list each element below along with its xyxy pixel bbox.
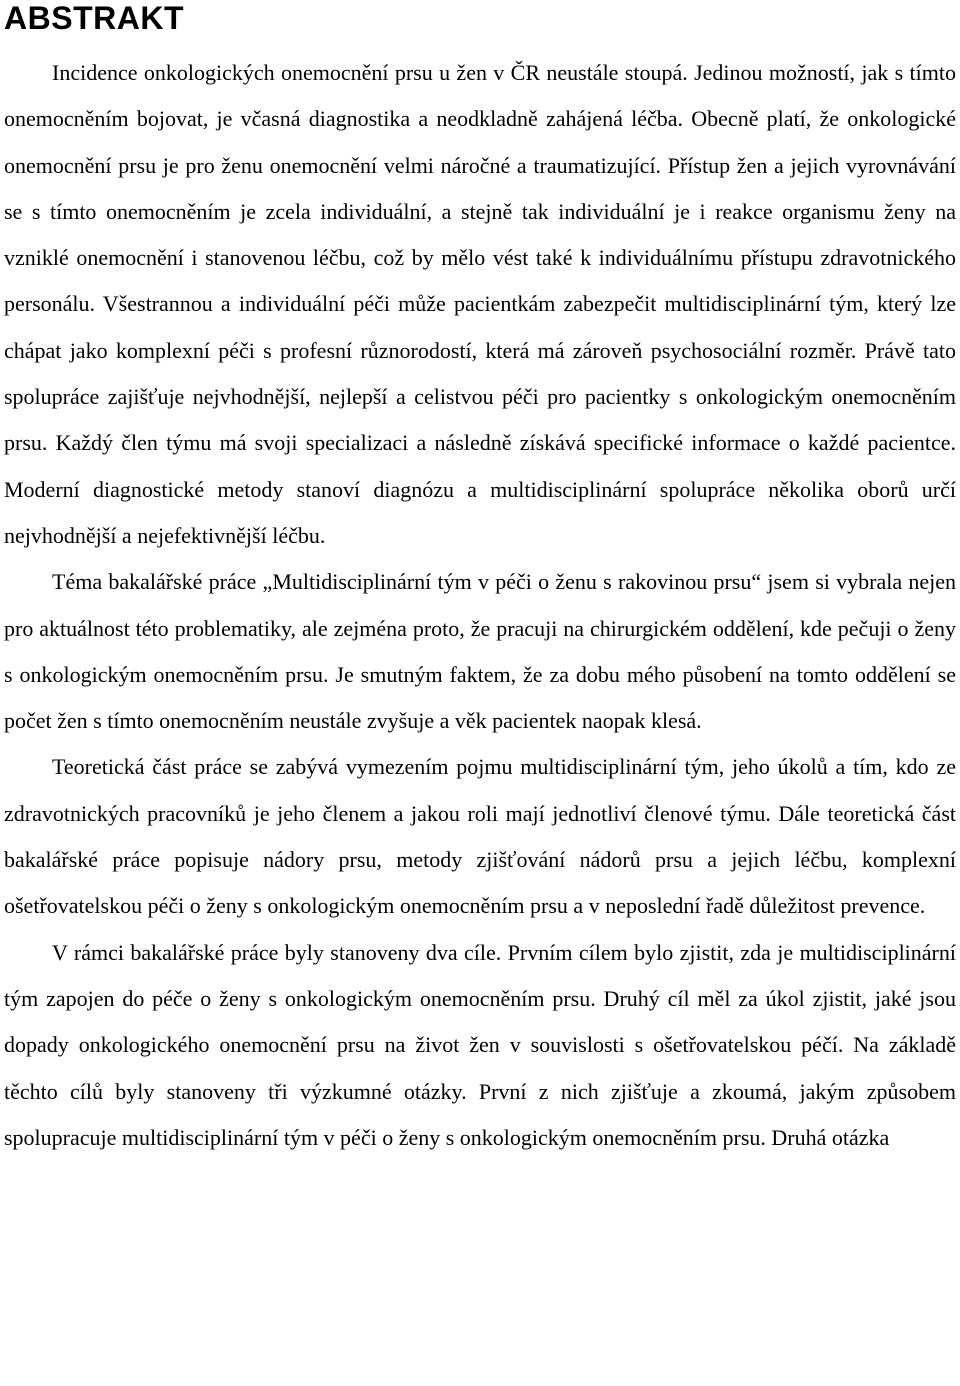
paragraph-incidence: Incidence onkologických onemocnění prsu u žen v ČR neustále stoupá. Jedinou možností, jak s tímto onemocněním bojovat, je včasná diagnostika a neodkladně zahájená léčba. Obecně platí, že onkologické onemocnění prsu je pro ženu onemocnění velmi náročné a traumatizující. Přístup žen a jejich vyrovnávání se s tímto onemocněním je zcela individuální, a stejně tak individuální je i reakce organismu ženy na vzniklé onemocnění i stanovenou léčbu, což by mělo vést také k individuálnímu přístupu zdravotnického personálu. Všestrannou a individuální péči může pacientkám zabezpečit multidisciplinární tým, který lze chápat jako komplexní péči s profesní různorodostí, která má zároveň psychosociální rozměr. Právě tato spolupráce zajišťuje nejvhodnější, nejlepší a celistvou péči pro pacientky s onkologickým onemocněním prsu. Každý člen týmu má svoji specializaci a následně získává specifické informace o každé pacientce. Moderní diagnostické metody stanoví diagnózu a multidisciplinární spolupráce několika oborů určí nejvhodnější a nejefektivnější léčbu. <box>4 60 956 548</box>
section-heading: ABSTRAKT <box>4 0 184 36</box>
paragraph-goals: V rámci bakalářské práce byly stanoveny dva cíle. Prvním cílem bylo zjistit, zda je multidisciplinární tým zapojen do péče o ženy s onkologickým onemocněním prsu. Druhý cíl měl za úkol zjistit, jaké jsou dopady onkologického onemocnění prsu na život žen v souvislosti s ošetřovatelskou péčí. Na základě těchto cílů byly stanoveny tři výzkumné otázky. První z nich zjišťuje a zkoumá, jakým způsobem spolupracuje multidisciplinární tým v péči o ženy s onkologickým onemocněním prsu. Druhá otázka <box>4 939 956 1150</box>
paragraph-topic: Téma bakalářské práce „Multidisciplinární tým v péči o ženu s rakovinou prsu“ jsem si vybrala nejen pro aktuálnost této problematiky, ale zejména proto, že pracuji na chirurgickém oddělení, kde pečuji o ženy s onkologickým onemocněním prsu. Je smutným faktem, že za dobu mého působení na tomto oddělení se počet žen s tímto onemocněním neustále zvyšuje a věk pacientek naopak klesá. <box>4 569 956 734</box>
paragraph-theory: Teoretická část práce se zabývá vymezením pojmu multidisciplinární tým, jeho úkolů a tím, kdo ze zdravotnických pracovníků je jeho členem a jakou roli mají jednotliví členové týmu. Dále teoretická část bakalářské práce popisuje nádory prsu, metody zjišťování nádorů prsu a jejich léčbu, komplexní ošetřovatelskou péči o ženy s onkologickým onemocněním prsu a v neposlední řadě důležitost prevence. <box>4 754 956 919</box>
document-page <box>4 0 956 1386</box>
